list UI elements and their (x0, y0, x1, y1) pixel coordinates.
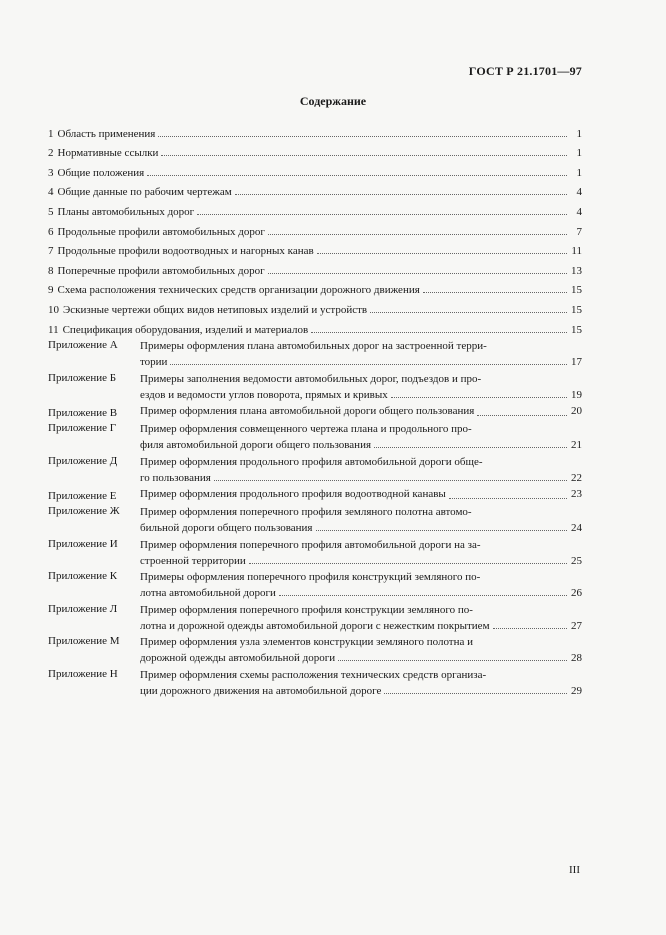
leader-dots (158, 136, 567, 137)
appendix-title-line1: Примеры оформления плана автомобильных дорог на застроенной терри- (140, 340, 487, 353)
appendix-title-line1: Примеры оформления поперечного профиля конструкций земляного по- (140, 571, 481, 584)
toc-appendix-entry[interactable] (48, 668, 582, 697)
leader-dots (311, 332, 567, 333)
appendix-page: 27 (571, 619, 582, 632)
appendix-title-line2: лотна и дорожной одежды автомобильной дороги с нежестким покрытием (140, 619, 490, 632)
toc-entry-number: 8 (48, 264, 54, 277)
appendix-title-line2: строенной территории (140, 554, 246, 567)
appendix-title-line1: Пример оформления узла элементов конструкции земляного полотна и (140, 636, 474, 649)
toc-entry[interactable] (48, 277, 582, 297)
toc-entry-text: Планы автомобильных дорог (57, 205, 195, 218)
leader-dots (374, 447, 567, 448)
toc-appendix-entry[interactable] (48, 455, 582, 484)
appendix-title: Пример оформления продольного профиля водоотводной канавы (140, 488, 446, 501)
appendix-label: Приложение К (48, 570, 118, 583)
toc-entry-page: 1 (576, 127, 582, 140)
appendix-title-line2: ции дорожного движения на автомобильной дороге (140, 684, 382, 697)
appendix-title-line1: Пример оформления поперечного профиля конструкции земляного по- (140, 603, 473, 616)
toc-entry-number: 3 (48, 166, 54, 179)
toc-appendix-entry[interactable] (48, 372, 582, 401)
toc-entry[interactable] (48, 140, 582, 160)
toc-entry-number: 10 (48, 303, 59, 316)
toc-entry-page: 4 (576, 205, 582, 218)
toc-appendix-entry[interactable] (48, 422, 582, 451)
leader-dots (316, 530, 568, 531)
leader-dots (477, 415, 567, 416)
leader-dots (384, 693, 567, 694)
leader-dots (317, 253, 567, 254)
appendix-title-line2: го пользования (140, 471, 211, 484)
appendix-title-line2: тории (140, 356, 168, 369)
toc-entry[interactable] (48, 296, 582, 316)
toc-entry-text: Общие данные по рабочим чертежам (57, 186, 232, 199)
leader-dots (391, 397, 567, 398)
toc-entry-number: 9 (48, 284, 54, 297)
toc-entry-number: 5 (48, 205, 54, 218)
toc-entry[interactable] (48, 238, 582, 258)
appendix-label: Приложение М (48, 635, 120, 648)
leader-dots (268, 234, 567, 235)
appendix-label: Приложение И (48, 537, 118, 550)
appendix-page: 17 (571, 356, 582, 369)
leader-dots (170, 364, 567, 365)
leader-dots (249, 563, 567, 564)
toc-entry[interactable] (48, 120, 582, 140)
appendix-page: 20 (571, 405, 582, 418)
toc-entry-text: Эскизные чертежи общих видов нетиповых изделий и устройств (63, 303, 368, 316)
appendix-title: Пример оформления плана автомобильной дороги общего пользования (140, 405, 475, 418)
toc-entry-number: 7 (48, 245, 54, 258)
appendix-label: Приложение А (48, 339, 118, 352)
toc-appendix-entry[interactable] (48, 339, 582, 368)
appendix-title-line1: Пример оформления продольного профиля автомобильной дороги обще- (140, 455, 483, 468)
leader-dots (161, 155, 567, 156)
appendix-title-line1: Пример оформления поперечного профиля земляного полотна автомо- (140, 506, 472, 519)
toc-entry-page: 7 (576, 225, 582, 238)
leader-dots (235, 194, 567, 195)
toc-entry-number: 4 (48, 186, 54, 199)
appendix-page: 22 (571, 471, 582, 484)
toc-entry[interactable] (48, 198, 582, 218)
toc-entry-text: Общие положения (57, 166, 145, 179)
toc-appendices (48, 339, 582, 697)
toc-entry[interactable] (48, 316, 582, 336)
toc-entry-number: 6 (48, 225, 54, 238)
toc-entry[interactable] (48, 218, 582, 238)
appendix-page: 24 (571, 522, 582, 535)
appendix-label: Приложение Д (48, 454, 118, 467)
toc-entry-page: 11 (571, 245, 582, 258)
leader-dots (493, 628, 567, 629)
appendix-label: Приложение Е (48, 489, 117, 502)
toc-entry-text: Поперечные профили автомобильных дорог (57, 264, 265, 277)
appendix-title-line1: Примеры заполнения ведомости автомобильных дорог, подъездов и про- (140, 372, 482, 385)
toc-entry-text: Схема расположения технических средств организации дорожного движения (57, 284, 420, 297)
leader-dots (338, 660, 567, 661)
appendix-label: Приложение Ж (48, 505, 120, 518)
toc-entry-page: 15 (571, 323, 582, 336)
toc-sections (48, 120, 582, 336)
toc-entry-text: Область применения (57, 127, 156, 140)
leader-dots (423, 292, 567, 293)
appendix-page: 25 (571, 554, 582, 567)
toc-entry[interactable] (48, 179, 582, 199)
appendix-title-line1: Пример оформления поперечного профиля автомобильной дороги на за- (140, 538, 481, 551)
toc-appendix-entry[interactable] (48, 404, 582, 419)
toc-entry-page: 15 (571, 284, 582, 297)
document-code: ГОСТ Р 21.1701—97 (468, 64, 582, 78)
toc-appendix-entry[interactable] (48, 570, 582, 599)
toc-entry-page: 1 (576, 147, 582, 160)
toc-entry-page: 1 (576, 166, 582, 179)
appendix-page: 29 (571, 684, 582, 697)
leader-dots (370, 312, 567, 313)
toc-entry-number: 1 (48, 127, 54, 140)
appendix-label: Приложение Г (48, 422, 117, 435)
appendix-page: 19 (571, 388, 582, 401)
appendix-page: 28 (571, 652, 582, 665)
toc-appendix-entry[interactable] (48, 487, 582, 502)
toc-entry-page: 15 (571, 303, 582, 316)
toc-entry-number: 11 (48, 323, 59, 336)
toc-entry-text: Спецификация оборудования, изделий и материалов (62, 323, 309, 336)
leader-dots (279, 595, 567, 596)
toc-appendix-entry[interactable] (48, 635, 582, 664)
toc-appendix-entry[interactable] (48, 603, 582, 632)
toc-entry-page: 13 (571, 264, 582, 277)
page-number: III (569, 864, 580, 876)
toc-appendix-entry[interactable] (48, 505, 582, 534)
toc-entry-text: Нормативные ссылки (57, 147, 159, 160)
appendix-label: Приложение Л (48, 602, 118, 615)
appendix-title-line2: филя автомобильной дороги общего пользования (140, 439, 372, 452)
appendix-title-line2: ездов и ведомости углов поворота, прямых и кривых (140, 388, 388, 401)
leader-dots (449, 498, 567, 499)
leader-dots (147, 175, 567, 176)
appendix-title-line1: Пример оформления схемы расположения технических средств организа- (140, 668, 487, 681)
toc-appendix-entry[interactable] (48, 538, 582, 567)
appendix-page: 23 (571, 488, 582, 501)
appendix-title-line2: бильной дороги общего пользования (140, 522, 313, 535)
toc-entry-number: 2 (48, 147, 54, 160)
leader-dots (214, 480, 567, 481)
appendix-label: Приложение Б (48, 371, 117, 384)
appendix-title-line1: Пример оформления совмещенного чертежа плана и продольного про- (140, 423, 472, 436)
appendix-label: Приложение В (48, 406, 118, 419)
toc-entry[interactable] (48, 257, 582, 277)
appendix-title-line2: дорожной одежды автомобильной дороги (140, 652, 336, 665)
toc-title: Содержание (299, 94, 367, 108)
toc-entry-page: 4 (576, 186, 582, 199)
leader-dots (197, 214, 567, 215)
appendix-title-line2: лотна автомобильной дороги (140, 587, 276, 600)
toc-entry-text: Продольные профили автомобильных дорог (57, 225, 265, 238)
appendix-label: Приложение Н (48, 667, 118, 680)
toc-entry[interactable] (48, 159, 582, 179)
leader-dots (268, 273, 567, 274)
appendix-page: 21 (571, 439, 582, 452)
toc-entry-text: Продольные профили водоотводных и нагорных канав (57, 245, 314, 258)
appendix-page: 26 (571, 587, 582, 600)
table-of-contents (48, 120, 582, 697)
